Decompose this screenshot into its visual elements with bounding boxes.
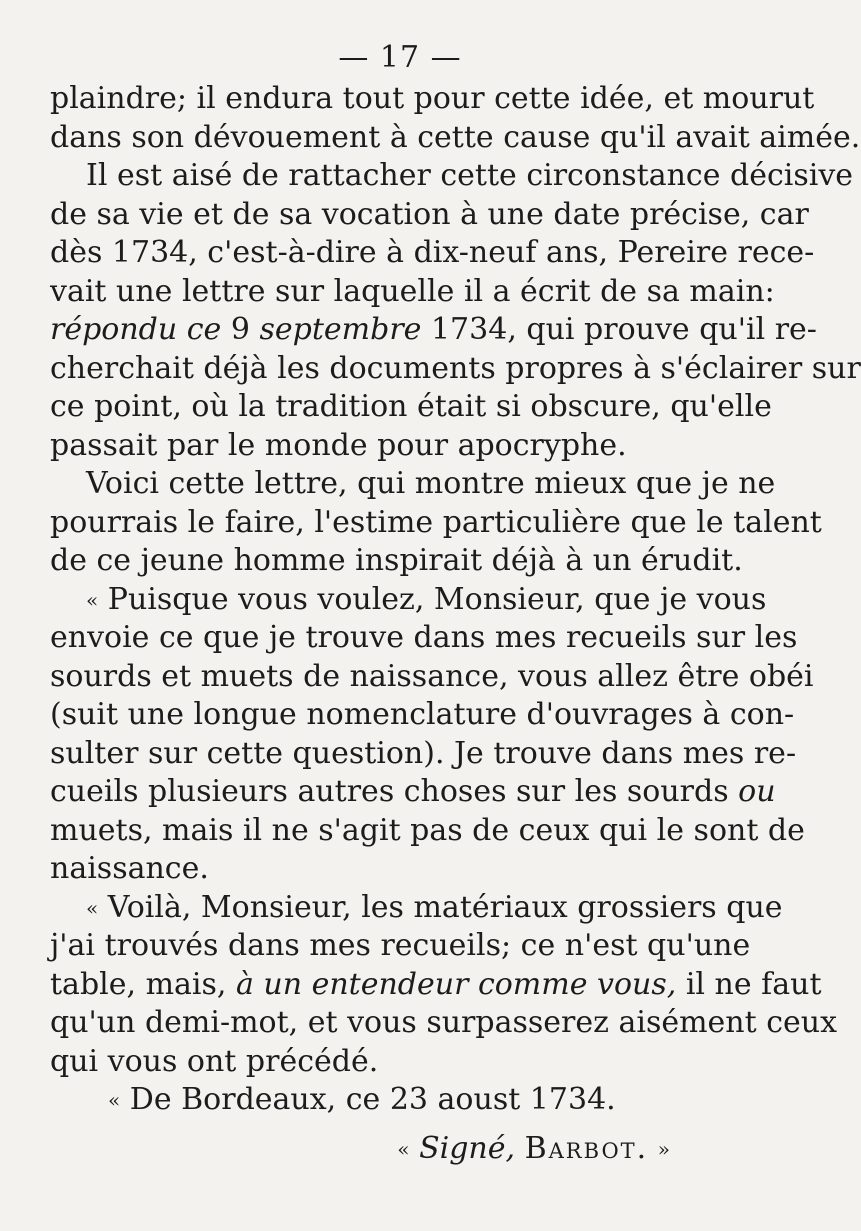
text-line: muets, mais il ne s'agit pas de ceux qui le sont de bbox=[50, 812, 805, 848]
signatory-name: Barbot. bbox=[524, 1130, 649, 1166]
text-line: envoie ce que je trouve dans mes recueils sur les bbox=[50, 620, 798, 655]
text-line: sourds et muets de naissance, vous allez être obéi bbox=[50, 658, 814, 694]
text-line: j'ai trouvés dans mes recueils; ce n'est qu'une bbox=[50, 928, 751, 963]
text-line: qui vous ont précédé. bbox=[50, 1043, 379, 1079]
text-line: dès 1734, c'est-à-dire à dix-neuf ans, Pereire rece- bbox=[50, 235, 815, 270]
text-line: cherchait déjà les documents propres à s'éclairer sur bbox=[50, 350, 861, 386]
text-line: passait par le monde pour apocryphe. bbox=[50, 427, 627, 463]
paragraph-2 bbox=[50, 157, 861, 465]
text-line: plaindre; il endura tout pour cette idée, et mourut bbox=[50, 81, 815, 116]
text-line: ce point, où la tradition était si obscure, qu'elle bbox=[50, 389, 772, 424]
text-line bbox=[50, 581, 767, 620]
text-line: de ce jeune homme inspirait déjà à un érudit. bbox=[50, 543, 743, 578]
italic-text: ou bbox=[738, 774, 776, 809]
text-fragment: cueils plusieurs autres choses sur les sourds bbox=[50, 774, 729, 809]
text-line: pourrais le faire, l'estime particulière que le talent bbox=[50, 504, 822, 540]
open-quote: « bbox=[108, 1088, 121, 1112]
italic-text: répondu ce bbox=[50, 312, 222, 347]
text-fragment: il ne faut bbox=[685, 966, 822, 1002]
text-line bbox=[50, 889, 783, 928]
text-line bbox=[50, 966, 822, 1005]
text-fragment: table, mais, bbox=[50, 966, 227, 1002]
paragraph-3 bbox=[50, 465, 822, 581]
open-quote: « bbox=[86, 895, 99, 920]
letter-paragraph-1 bbox=[50, 581, 814, 889]
letter-signature bbox=[50, 1130, 730, 1169]
text-line: qu'un demi-mot, et vous surpasserez aisément ceux bbox=[50, 1005, 838, 1040]
text-line bbox=[50, 773, 776, 812]
italic-text: à un entendeur comme vous, bbox=[235, 966, 677, 1002]
text-line bbox=[50, 311, 817, 350]
text-line: vait une lettre sur laquelle il a écrit de sa main: bbox=[50, 273, 775, 309]
text-line: naissance. bbox=[50, 851, 209, 886]
text-fragment: 1734, qui prouve qu'il re- bbox=[430, 312, 817, 347]
page-body bbox=[50, 80, 861, 1168]
signed-text: Signé, bbox=[419, 1130, 516, 1166]
text-line: dans son dévouement à cette cause qu'il avait aimée. bbox=[50, 119, 861, 155]
text-line: (suit une longue nomenclature d'ouvrages à con- bbox=[50, 697, 795, 732]
text-line: de sa vie et de sa vocation à une date précise, car bbox=[50, 196, 809, 232]
text-line: Il est aisé de rattacher cette circonstance décisive bbox=[86, 158, 854, 193]
open-quote: « bbox=[86, 587, 99, 612]
letter-paragraph-2 bbox=[50, 889, 838, 1082]
page-number: — 17 — bbox=[338, 40, 462, 75]
text-fragment: Voilà, Monsieur, les matériaux grossiers que bbox=[107, 889, 783, 925]
paragraph-1 bbox=[50, 80, 861, 157]
signature-line bbox=[50, 1130, 730, 1169]
text-fragment: De Bordeaux, ce 23 aoust 1734. bbox=[129, 1082, 616, 1117]
open-quote: « bbox=[397, 1136, 410, 1161]
text-fragment: 9 bbox=[230, 312, 250, 347]
text-line bbox=[50, 1081, 730, 1120]
close-quote: » bbox=[657, 1136, 670, 1161]
text-line: sulter sur cette question). Je trouve dans mes re- bbox=[50, 735, 797, 771]
text-fragment: Puisque vous voulez, Monsieur, que je vous bbox=[107, 581, 767, 617]
italic-text: septembre bbox=[259, 312, 422, 347]
letter-dateline bbox=[50, 1081, 730, 1120]
text-line: Voici cette lettre, qui montre mieux que je ne bbox=[86, 466, 776, 501]
